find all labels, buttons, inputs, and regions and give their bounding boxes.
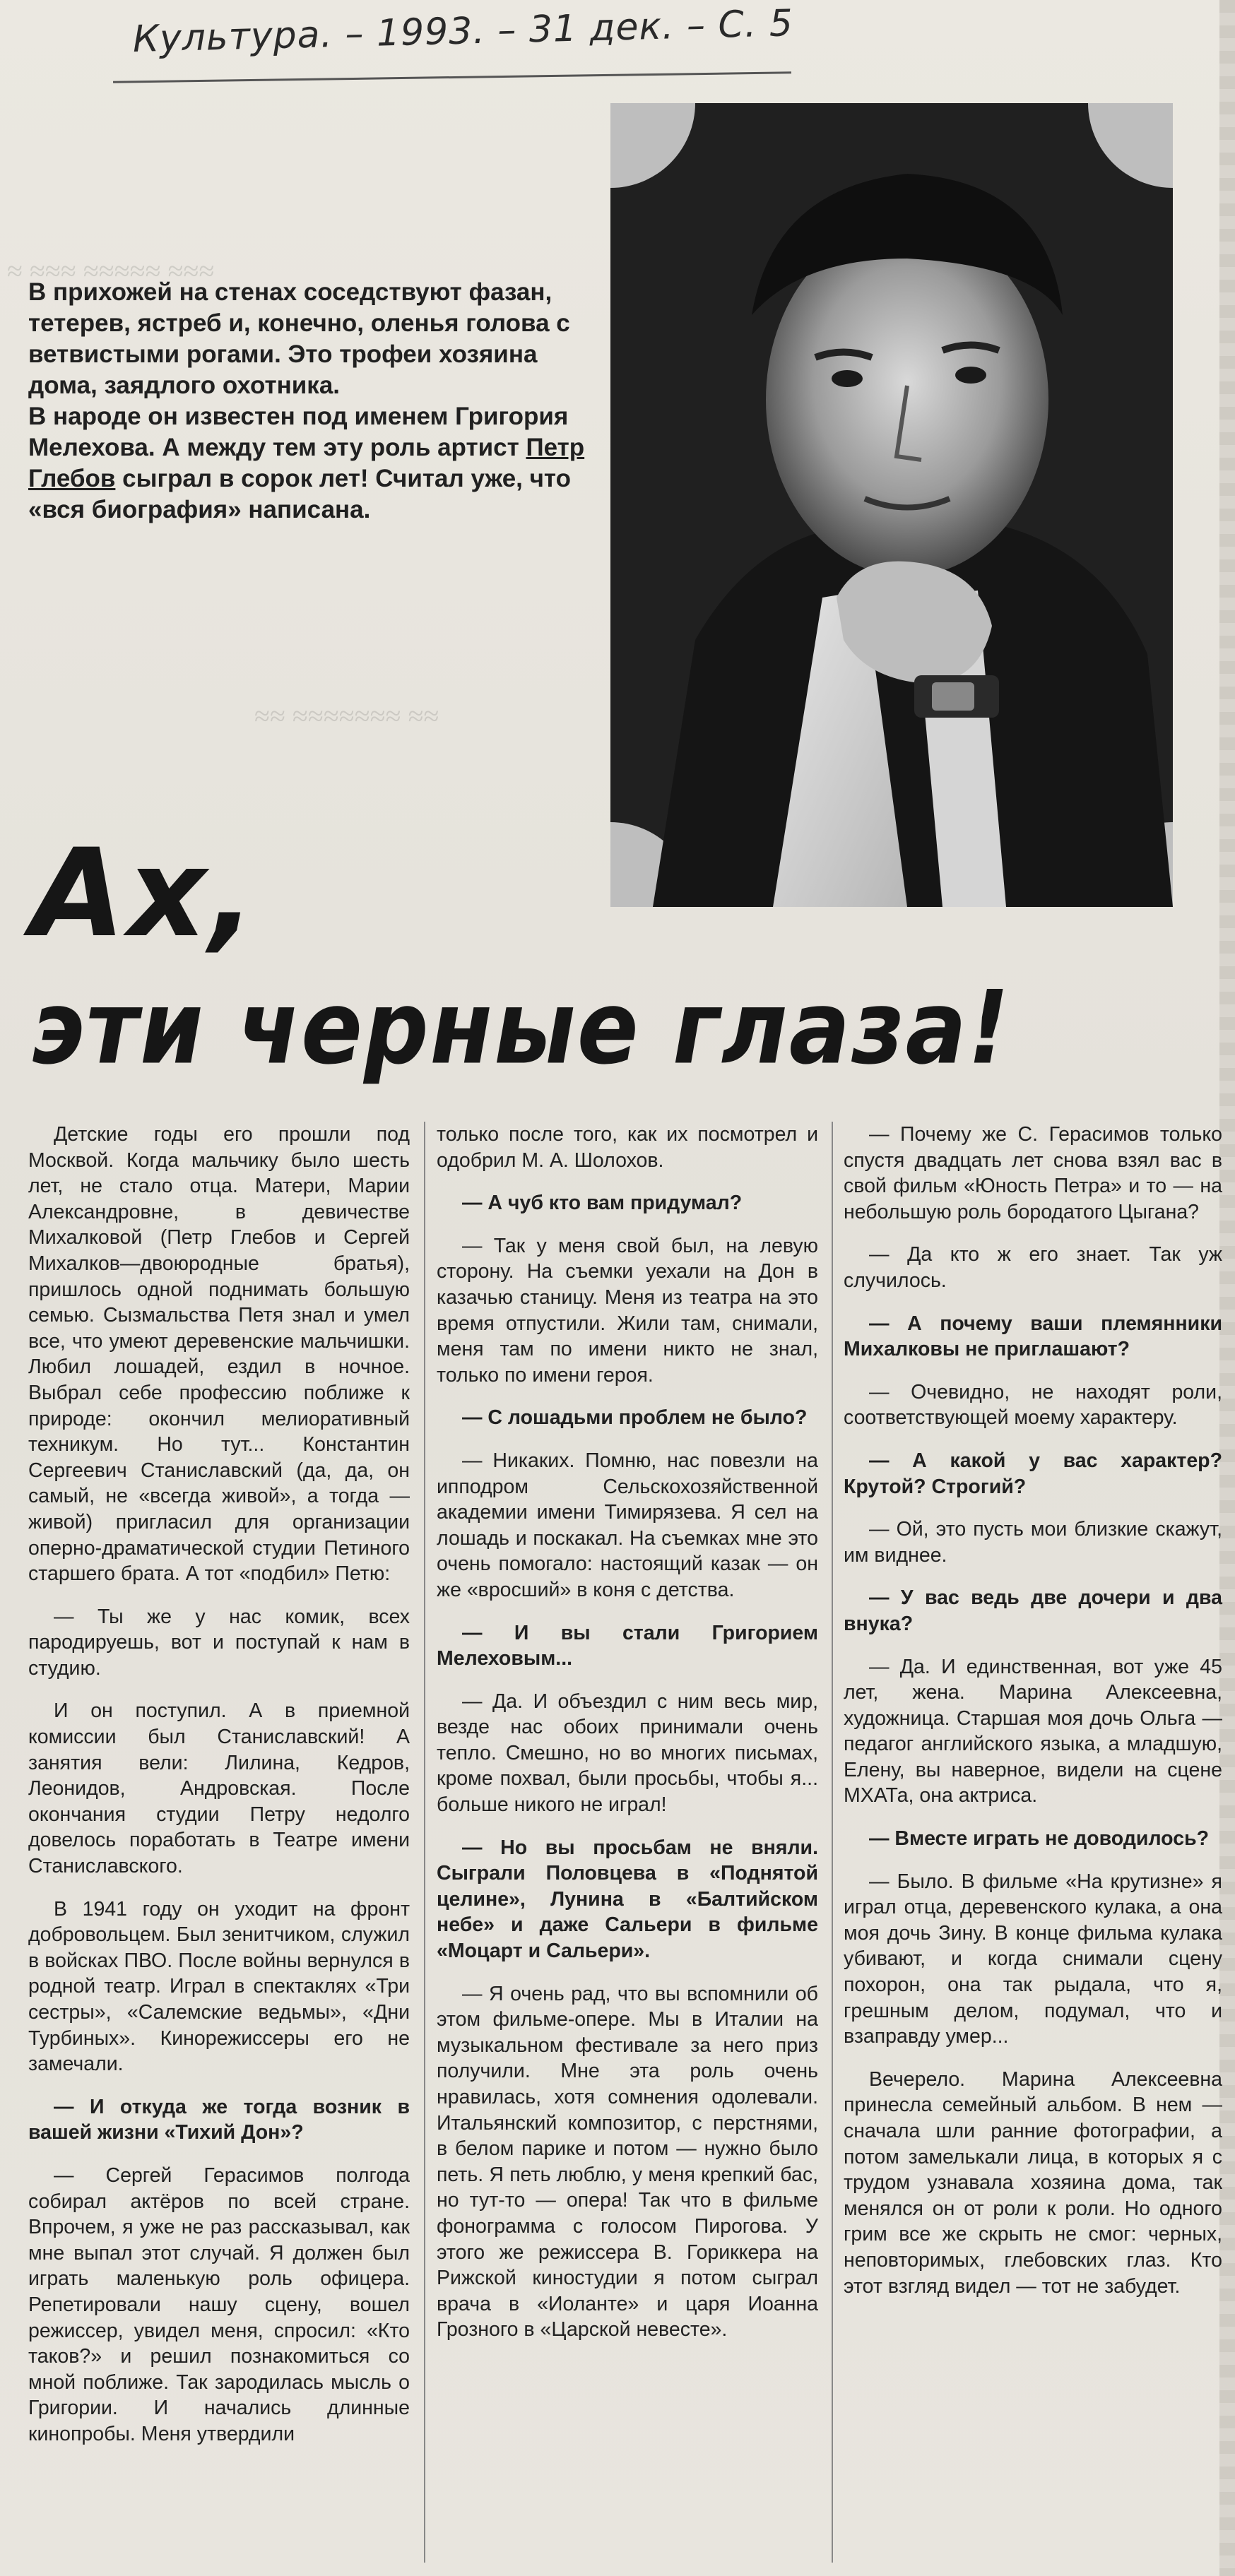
headline-line-2: эти черные глаза! [31, 969, 1011, 1088]
paragraph: — Да. И единственная, вот уже 45 лет, жена. Марина Алексеевна, художница. Старшая моя дочь Ольга — педагог английского языка, а младшую, Елену, вы наверное, видели на сцене МХАТа, она актриса. [844, 1655, 1222, 1808]
paragraph: — Да кто ж его знает. Так уж случилось. [844, 1243, 1222, 1292]
column-divider [424, 1122, 425, 2563]
article-column-2 [437, 1122, 818, 2360]
column-divider [832, 1122, 833, 2563]
lead-text-2-start: В народе он известен под именем Григория Мелехова. А между тем эту роль артист [28, 403, 569, 461]
lead-text-2-end: сыграл в сорок лет! Считал уже, что «вся биография» написана. [28, 465, 571, 523]
interview-question: — С лошадьми проблем не было? [462, 1406, 808, 1430]
handwritten-citation: Культура. – 1993. – 31 дек. – С. 5 [132, 2, 794, 61]
paragraph: — Очевидно, не находят роли, соответствующей моему характеру. [844, 1380, 1222, 1430]
paragraph: И он поступил. А в приемной комиссии был Станиславский! А занятия вели: Лилина, Кедров, Леонидов, Андровская. После окончания студии Петру недолго довелось поработать в Театре имени Станиславского. [28, 1699, 410, 1878]
article-column-1 [28, 1122, 410, 2464]
paragraph: — Сергей Герасимов полгода собирал актёров по всей стране. Впрочем, я уже не раз рассказывал, как мне выпал этот случай. Я должен был играть маленькую роль офицера. Репетировали нашу сцену, вошел режиссер, увидел меня, спросил: «Кто таков?» и решил познакомиться со мной поближе. Так зародилась мысль о Григории. И начались длинные кинопробы. Меня утвердили [28, 2164, 410, 2445]
interview-question: — А какой у вас характер? Крутой? Строгий? [844, 1449, 1222, 1498]
interview-question: — Вместе играть не доводилось? [869, 1827, 1209, 1851]
interview-question: — А почему ваши племянники Михалковы не приглашают? [844, 1312, 1222, 1361]
closing-paragraph: Вечерело. Марина Алексеевна принесла семейный альбом. В нем — сначала шли ранние фотографии, а потом замелькали лица, в которых я с трудом узнавала хозяина дома, так менялся он от роли к роли. Но одного грим все же скрыть не смог: черных, неповторимых, глебовских глаз. Кто этот взгляд видел — тот не забудет. [844, 2067, 1222, 2298]
lead-text-2 [28, 401, 593, 526]
actor-name: Петр Глебов [28, 434, 585, 492]
paragraph: только после того, как их посмотрел и одобрил М. А. Шолохов. [437, 1123, 818, 1172]
paragraph: — Почему же С. Герасимов только спустя двадцать лет снова взял вас в свой фильм «Юность Петра» и то — на небольшую роль бородатого Цыгана? [844, 1123, 1222, 1223]
interview-question: — И откуда же тогда возник в вашей жизни «Тихий Дон»? [28, 2095, 410, 2144]
paragraph: В 1941 году он уходит на фронт добровольцем. Был зенитчиком, служил в войсках ПВО. После войны вернулся в родной театр. Играл в спектаклях «Три сестры», «Салемские ведьмы», «Дни Турбиных». Кинорежиссеры его не замечали. [28, 1897, 410, 2076]
interview-question: — А чуб кто вам придумал? [462, 1192, 743, 1215]
paragraph: — Никаких. Помню, нас повезли на ипподром Сельскохозяйственной академии имени Тимирязева. Я сел на лошадь и поскакал. На съемках мне это очень помогало: настоящий казак — он же «вросший» в коня с детства. [437, 1449, 818, 1601]
bleed-through-text: ≈≈ ≈≈≈≈≈≈≈ ≈≈ [254, 700, 439, 732]
lead-text-1: В прихожей на стенах соседствуют фазан, тетерев, ястреб и, конечно, оленья голова с ветвистыми рогами. Это трофеи хозяина дома, заядлого охотника. [28, 278, 570, 399]
lead-paragraph [28, 277, 593, 526]
portrait-illustration [610, 103, 1173, 907]
interview-question: — У вас ведь две дочери и два внука? [844, 1586, 1222, 1635]
article-column-3 [844, 1122, 1222, 2316]
paragraph: — Ой, это пусть мои близкие скажут, им виднее. [844, 1518, 1222, 1567]
paragraph: — Так у меня свой был, на левую сторону. На съемки уехали на Дон в казачью станицу. Меня из театра на это время отпустили. Жили там, снимали, меня там по имени никто не знал, только по имени героя. [437, 1234, 818, 1387]
paragraph: — Я очень рад, что вы вспомнили об этом фильме-опере. Мы в Италии на музыкальном фестивале за него приз получили. Мне эта роль очень нравилась, хотя сомнения одолевали. Итальянский композитор, с перстнями, в белом парике и потом — нужно было петь. Я петь люблю, у меня крепкий бас, но тут-то — опера! Так что в фильме фонограмма с голосом Пирогова. У этого же режиссера В. Гориккера на Рижской киностудии я потом сыграл врача в «Иоланте» и царя Иоанна Грозного в «Царской невесте». [437, 1982, 818, 2341]
paragraph: — Было. В фильме «На крутизне» я играл отца, деревенского кулака, а она моя дочь Зину. В конце фильма кулака убивают, и когда снимали сцену похорон, она так рыдала, что я, грешным делом, подумал, что и взаправду умер... [844, 1870, 1222, 2048]
paragraph: — Да. И объездил с ним весь мир, везде нас обоих принимали очень тепло. Смешно, но во многих письмах, кроме похвал, были просьбы, чтобы я... больше никого не играл! [437, 1690, 818, 1817]
paragraph: Детские годы его прошли под Москвой. Когда мальчику было шесть лет, не стало отца. Матери, Марии Александровне, в девичестве Михалковой (Петр Глебов и Сергей Михалков—двоюродные братья), пришлось одной поднимать большую семью. Сызмальства Петя знал и умел все, что умеют деревенские мальчишки. Любил лошадей, ездил в ночное. Выбрал себе профессию поближе к природе: окончил мелиоративный техникум. Но тут... Константин Сергеевич Станиславский (да, да, он самый, не «всегда живой», а тогда — живой) пригласил для организации оперно-драматической студии Петиного старшего брата. А тот «подбил» Петю: [28, 1123, 410, 1586]
bleed-through-text: ≈ ≈≈≈ ≈≈≈≈≈ ≈≈≈ [7, 255, 215, 287]
actor-portrait-photo [610, 103, 1173, 907]
interview-question: — Но вы просьбам не вняли. Сыграли Половцева в «Поднятой целине», Лунина в «Балтийском небе» и даже Сальери в фильме «Моцарт и Сальери». [437, 1836, 818, 1963]
paragraph: — Ты же у нас комик, всех пародируешь, вот и поступай к нам в студию. [28, 1605, 410, 1680]
headline-line-1: Ах, [31, 822, 259, 964]
interview-question: — И вы стали Григорием Мелеховым... [437, 1621, 818, 1670]
